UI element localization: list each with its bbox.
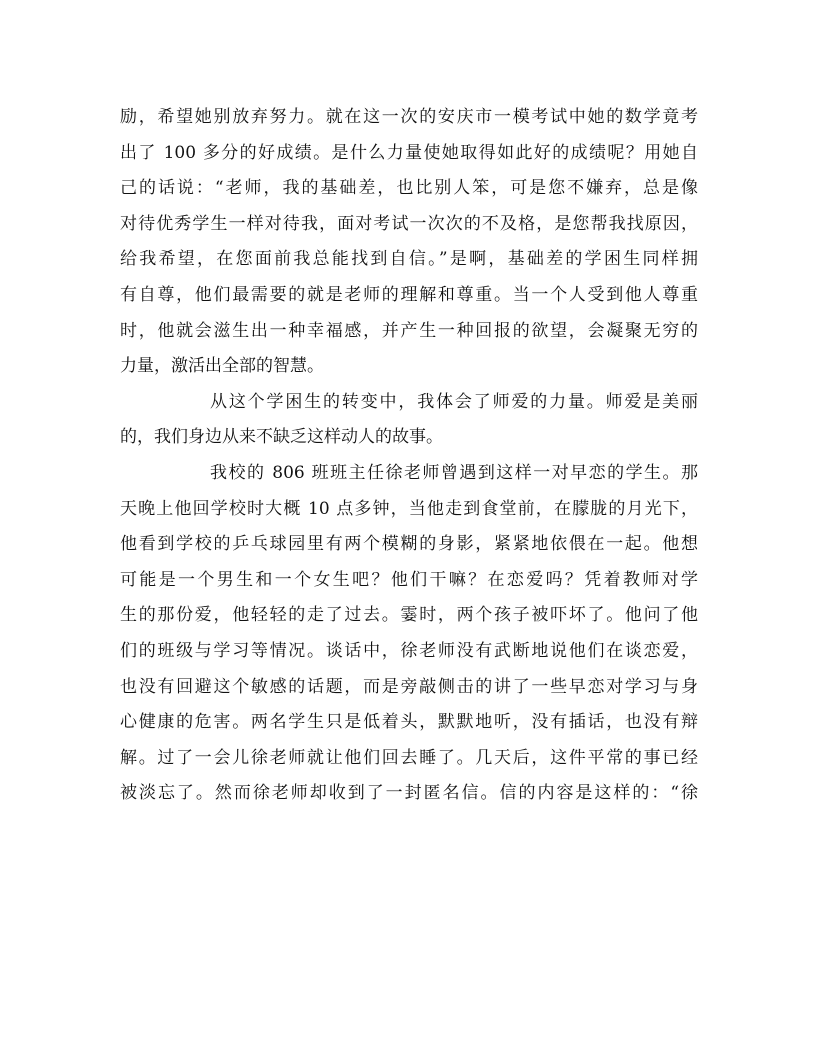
text-line: 也没有回避这个敏感的话题，而是旁敲侧击的讲了一些早恋对学习与身 [120,676,698,697]
text-line: 可能是一个男生和一个女生吧？他们干嘛？在恋爱吗？凭着教师对学 [120,569,698,590]
text-line: 有自尊，他们最需要的就是老师的理解和尊重。当一个人受到他人尊重 [120,284,698,305]
body-text [120,100,698,812]
text-line: 解。过了一会儿徐老师就让他们回去睡了。几天后，这件平常的事已经 [120,747,698,768]
text-line: 天晚上他回学校时大概 10 点多钟，当他走到食堂前，在朦胧的月光下， [120,498,698,519]
text-line: 我校的 806 班班主任徐老师曾遇到这样一对早恋的学生。那 [210,462,698,483]
text-line: 己的话说：“老师，我的基础差，也比别人笨，可是您不嫌弃，总是像 [120,178,698,199]
text-line: 心健康的危害。两名学生只是低着头，默默地听，没有插话，也没有辩 [120,712,698,733]
text-line: 时，他就会滋生出一种幸福感，并产生一种回报的欲望，会凝聚无穷的 [120,320,698,341]
text-line: 力量，激活出全部的智慧。 [120,356,324,377]
paragraph-1 [120,100,698,385]
text-line: 励，希望她别放弃努力。就在这一次的安庆市一模考试中她的数学竟考 [120,107,698,127]
text-line: 们的班级与学习等情况。谈话中，徐老师没有武断地说他们在谈恋爱， [120,640,698,661]
text-line: 从这个学困生的转变中，我体会了师爱的力量。师爱是美丽 [210,391,698,412]
text-line: 对待优秀学生一样对待我，面对考试一次次的不及格，是您帮我找原因， [120,213,698,234]
text-line: 的，我们身边从来不缺乏这样动人的故事。 [120,427,443,448]
text-line: 他看到学校的乒乓球园里有两个模糊的身影，紧紧地依偎在一起。他想 [120,534,698,555]
text-line: 生的那份爱，他轻轻的走了过去。霎时，两个孩子被吓坏了。他问了他 [120,605,698,626]
text-line: 给我希望，在您面前我总能找到自信。”是啊，基础差的学困生同样拥 [120,249,698,270]
text-line: 出了 100 多分的好成绩。是什么力量使她取得如此好的成绩呢？用她自 [120,142,698,163]
paragraph-2 [120,385,698,456]
paragraph-3 [120,456,698,812]
text-line: 被淡忘了。然而徐老师却收到了一封匿名信。信的内容是这样的：“徐 [120,783,698,804]
